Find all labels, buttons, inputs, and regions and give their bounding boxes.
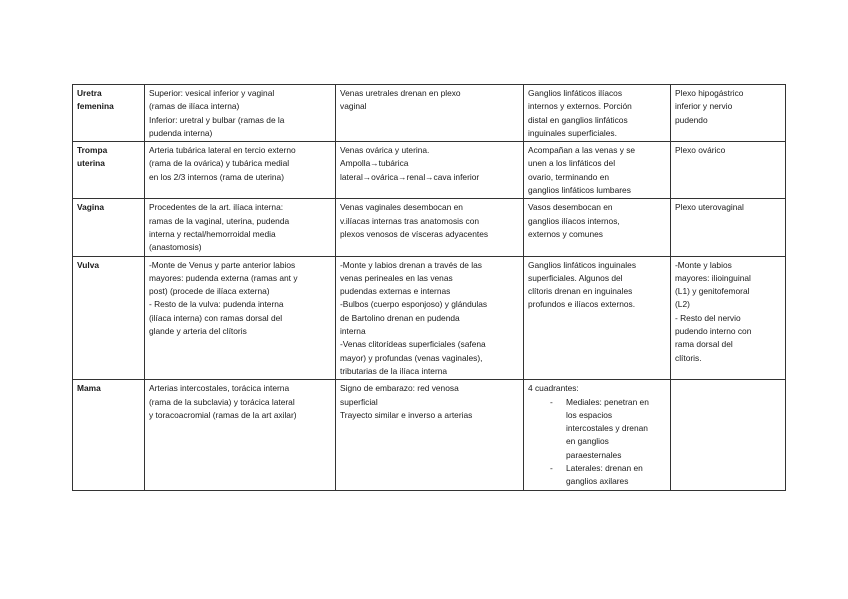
cell-line: Vulva (77, 259, 100, 270)
table-cell-nervios (671, 256, 786, 380)
table-cell-venas (336, 380, 524, 490)
cell-line: femenina (77, 101, 114, 112)
cell-line: pudenda interna) (149, 127, 213, 138)
cell-line: Trompa (77, 145, 108, 156)
table-row (73, 142, 786, 199)
table-cell-nervios (671, 380, 786, 490)
organ-cell (73, 85, 145, 142)
table-row (73, 85, 786, 142)
cell-line: Venas ovárica y uterina. (340, 145, 430, 156)
table-cell-nervios (671, 142, 786, 199)
table-row (73, 256, 786, 380)
cell-line: externos y comunes (528, 228, 603, 239)
cell-line: unen a los linfáticos del (528, 158, 616, 169)
table-cell-nervios (671, 199, 786, 256)
cell-line: (L2) (675, 299, 690, 310)
cell-line: ovario, terminando en (528, 171, 610, 182)
quadrant-list (528, 396, 666, 489)
cell-line: (ilíaca interna) con ramas dorsal del (149, 312, 283, 323)
cell-line: Vagina (77, 202, 104, 213)
cell-line: Superior: vesical inferior y vaginal (149, 88, 275, 98)
cell-line: Ganglios linfáticos inguinales (528, 259, 637, 270)
cell-line: Plexo hipogástrico (675, 88, 744, 98)
list-item (566, 396, 666, 462)
cell-line: Procedentes de la art. ilíaca interna: (149, 202, 284, 213)
table-cell-venas (336, 142, 524, 199)
cell-line: paraesternales (566, 449, 622, 460)
cell-line: (anastomosis) (149, 242, 202, 253)
organ-cell (73, 199, 145, 256)
cell-line: Mama (77, 383, 101, 394)
table-cell-arterias (145, 142, 336, 199)
cell-line: intercostales y drenan (566, 423, 648, 434)
cell-line: Arterias intercostales, torácica interna (149, 383, 290, 394)
cell-line: Acompañan a las venas y se (528, 145, 636, 156)
cell-line: inguinales superficiales. (528, 127, 617, 138)
table-row (73, 380, 786, 490)
cell-line: - Laterales: drenan en (566, 463, 643, 474)
cell-line: 4 cuadrantes: (528, 383, 579, 394)
cell-line: lateral→ovárica→renal→cava inferior (340, 171, 480, 182)
cell-line: Vasos desembocan en (528, 202, 613, 213)
cell-line: Inferior: uretral y bulbar (ramas de la (149, 114, 285, 125)
cell-line: Arteria tubárica lateral en tercio externo (149, 145, 296, 156)
cell-line: clítoris. (675, 352, 702, 363)
cell-line: interna y rectal/hemorroidal media (149, 228, 276, 239)
cell-line: (rama de la subclavia) y torácica lateral (149, 396, 295, 407)
cell-line: clítoris drenan en inguinales (528, 286, 633, 297)
cell-line: Trayecto similar e inverso a arterias (340, 409, 473, 420)
cell-line: y toracoacromial (ramas de la art axilar) (149, 409, 297, 420)
cell-line: (L1) y genitofemoral (675, 286, 750, 297)
cell-line: Venas vaginales desembocan en (340, 202, 463, 213)
table-cell-venas (336, 256, 524, 380)
table-cell-linfaticos (524, 199, 671, 256)
cell-line: (rama de la ovárica) y tubárica medial (149, 158, 290, 169)
cell-line: ganglios axilares (566, 476, 629, 487)
cell-line: - Mediales: penetran en (566, 396, 649, 407)
cell-line: profundos e ilíacos externos. (528, 299, 636, 310)
table-cell-linfaticos (524, 142, 671, 199)
cell-line: -Bulbos (cuerpo esponjoso) y glándulas (340, 299, 488, 310)
cell-line: ganglios linfáticos lumbares (528, 185, 631, 196)
cell-line: post) (procede de ilíaca externa) (149, 286, 270, 297)
table-cell-venas (336, 199, 524, 256)
table-cell-arterias (145, 199, 336, 256)
cell-line: glande y arteria del clítoris (149, 326, 247, 337)
cell-line: - Resto de la vulva: pudenda interna (149, 299, 284, 310)
organ-cell (73, 256, 145, 380)
cell-line: de Bartolino drenan en pudenda (340, 312, 460, 323)
cell-line: superficiales. Algunos del (528, 272, 623, 283)
cell-line: ramas de la vaginal, uterina, pudenda (149, 215, 290, 226)
anatomy-table (72, 84, 786, 491)
cell-line: uterina (77, 158, 105, 169)
cell-line: Plexo ovárico (675, 145, 726, 156)
cell-line: Ganglios linfáticos ilíacos (528, 88, 623, 98)
cell-line: mayores: ilioinguinal (675, 272, 751, 283)
cell-line: en ganglios (566, 436, 609, 447)
cell-line: pudendo (675, 114, 708, 125)
table-cell-linfaticos (524, 85, 671, 142)
cell-line: v.ilíacas internas tras anatomosis con (340, 215, 480, 226)
cell-line: pudendo interno con (675, 326, 752, 337)
cell-line: Venas uretrales drenan en plexo (340, 88, 461, 98)
cell-line: -Monte de Venus y parte anterior labios (149, 259, 296, 270)
cell-line: mayores: pudenda externa (ramas ant y (149, 272, 298, 283)
cell-line: -Venas clitorídeas superficiales (safena (340, 339, 486, 350)
table-row (73, 199, 786, 256)
table-cell-linfaticos (524, 256, 671, 380)
list-item (566, 462, 666, 489)
cell-line: ganglios ilíacos internos, (528, 215, 620, 226)
cell-line: vaginal (340, 101, 367, 112)
cell-line: inferior y nervio (675, 101, 733, 112)
table-cell-arterias (145, 256, 336, 380)
cell-line: plexos venosos de vísceras adyacentes (340, 228, 489, 239)
cell-line: rama dorsal del (675, 339, 733, 350)
table-cell-arterias (145, 380, 336, 490)
cell-line: Ampolla→tubárica (340, 158, 409, 169)
cell-line: internos y externos. Porción (528, 101, 632, 112)
cell-line: en los 2/3 internos (rama de uterina) (149, 171, 285, 182)
table-cell-linfaticos (524, 380, 671, 490)
cell-line: venas perineales en las venas (340, 272, 453, 283)
cell-line: -Monte y labios drenan a través de las (340, 259, 482, 270)
table-cell-arterias (145, 85, 336, 142)
table-body (73, 85, 786, 491)
cell-line: los espacios (566, 409, 613, 420)
cell-line: -Monte y labios (675, 259, 732, 270)
organ-cell (73, 142, 145, 199)
cell-line: superficial (340, 396, 378, 407)
organ-cell (73, 380, 145, 490)
cell-line: interna (340, 326, 366, 337)
table-cell-venas (336, 85, 524, 142)
cell-line: distal en ganglios linfáticos (528, 114, 628, 125)
cell-line: Plexo uterovaginal (675, 202, 744, 213)
cell-line: Signo de embarazo: red venosa (340, 383, 459, 394)
cell-line: tributarias de la ilíaca interna (340, 365, 448, 376)
cell-line: (ramas de ilíaca interna) (149, 101, 240, 112)
cell-line: - Resto del nervio (675, 312, 741, 323)
cell-line: Uretra (77, 88, 102, 98)
cell-line: mayor) y profundas (venas vaginales), (340, 352, 483, 363)
table-cell-nervios (671, 85, 786, 142)
cell-line: pudendas externas e internas (340, 286, 451, 297)
